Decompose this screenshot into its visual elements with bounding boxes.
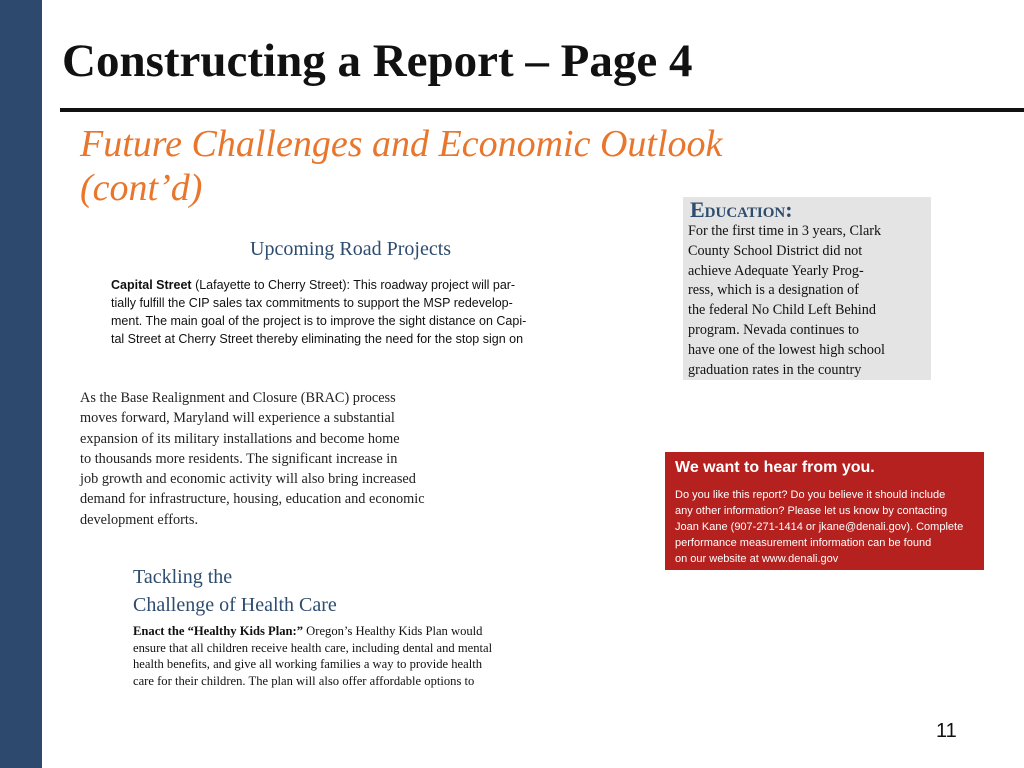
education-heading: Education: xyxy=(690,197,793,222)
road-projects-line: tially fulfill the CIP sales tax commitments to support the MSP redevelop- xyxy=(111,296,513,310)
feedback-line: Joan Kane (907-271-1414 or jkane@denali.gov). Complete xyxy=(675,521,964,533)
health-heading-line: Challenge of Health Care xyxy=(133,594,337,616)
feedback-line: performance measurement information can be found xyxy=(675,537,932,549)
slide-sidebar xyxy=(0,0,42,768)
education-line: County School District did not xyxy=(688,242,863,259)
health-line: health benefits, and give all working families a way to provide health xyxy=(133,657,483,671)
road-projects-body xyxy=(111,276,621,348)
education-line: the federal No Child Left Behind xyxy=(688,302,876,319)
subtitle-line: Future Challenges and Economic Outlook xyxy=(80,123,723,165)
feedback-heading: We want to hear from you. xyxy=(675,459,875,476)
feedback-line: Do you like this report? Do you believe it should include xyxy=(675,489,946,501)
education-body xyxy=(688,222,930,380)
slide-title: Constructing a Report – Page 4 xyxy=(62,35,693,87)
page-number: 11 xyxy=(936,720,957,742)
brac-line: As the Base Realignment and Closure (BRAC) process xyxy=(80,390,396,406)
feedback-body xyxy=(675,487,980,567)
brac-line: job growth and economic activity will also bring increased xyxy=(80,471,416,488)
health-line-1 xyxy=(133,623,583,640)
education-line: graduation rates in the country xyxy=(688,361,862,378)
brac-line: expansion of its military installations and become home xyxy=(80,430,400,447)
brac-paragraph xyxy=(80,388,500,530)
feedback-line: any other information? Please let us know by contacting xyxy=(675,505,948,517)
education-line: achieve Adequate Yearly Prog- xyxy=(688,262,864,279)
health-text: Oregon’s Healthy Kids Plan would xyxy=(303,624,483,638)
road-projects-line: ment. The main goal of the project is to improve the sight distance on Capi- xyxy=(111,314,527,328)
health-line: ensure that all children receive health care, including dental and mental xyxy=(133,640,493,655)
road-projects-line: tal Street at Cherry Street thereby eliminating the need for the stop sign on xyxy=(111,332,524,346)
brac-line: moves forward, Maryland will experience a substantial xyxy=(80,410,395,427)
health-heading-line: Tackling the xyxy=(133,566,233,588)
health-care-heading xyxy=(133,563,337,619)
feedback-line: on our website at www.denali.gov xyxy=(675,553,839,565)
title-divider xyxy=(60,108,1024,112)
subtitle-line: (cont’d) xyxy=(80,167,203,209)
education-line: For the first time in 3 years, Clark xyxy=(688,223,882,239)
feedback-callout xyxy=(665,452,984,570)
brac-line: development efforts. xyxy=(80,511,199,528)
brac-line: to thousands more residents. The significant increase in xyxy=(80,450,398,467)
education-line: ress, which is a designation of xyxy=(688,282,860,299)
education-line: program. Nevada continues to xyxy=(688,321,859,338)
education-line: have one of the lowest high school xyxy=(688,341,886,358)
road-projects-heading: Upcoming Road Projects xyxy=(250,238,452,260)
education-callout xyxy=(683,197,931,380)
road-projects-text: (Lafayette to Cherry Street): This roadway project will par- xyxy=(191,278,516,292)
health-line: care for their children. The plan will also offer affordable options to xyxy=(133,673,475,688)
brac-line: demand for infrastructure, housing, education and economic xyxy=(80,491,425,508)
road-projects-lead: Capital Street xyxy=(111,278,192,292)
road-projects-line-1 xyxy=(111,276,621,294)
health-care-body xyxy=(133,623,583,689)
health-lead: Enact the “Healthy Kids Plan:” xyxy=(133,624,304,638)
